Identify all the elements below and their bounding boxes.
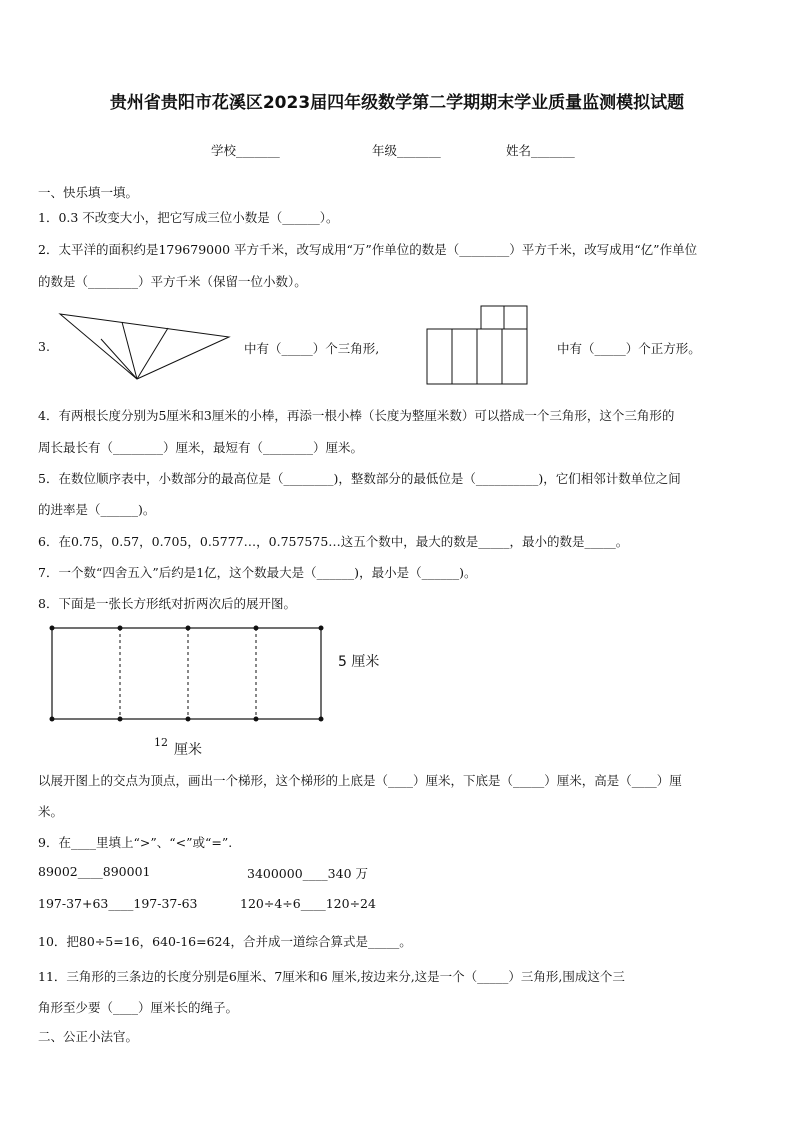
question-2-line-2: 的数是（________）平方千米（保留一位小数）。 (38, 274, 307, 289)
question-10: 10．把80÷5=16，640-16=624，合并成一道综合算式是_____。 (38, 934, 412, 949)
question-8-intro: 8．下面是一张长方形纸对折两次后的展开图。 (38, 596, 296, 611)
question-4-line-2: 周长最长有（________）厘米，最短有（________）厘米。 (38, 440, 364, 455)
grade-field: 年级_______ (372, 143, 441, 158)
question-3-number: 3. (38, 339, 50, 354)
width-number: 12 (154, 736, 168, 749)
question-9-intro: 9．在____里填上“>”、“<”或“=”. (38, 835, 233, 850)
question-2-line-1: 2．太平洋的面积约是179679000 平方千米，改写成用“万”作单位的数是（________）平方千米，改写成用“亿”作单位 (38, 242, 698, 257)
school-field: 学校_______ (211, 143, 280, 158)
question-6: 6．在0.75，0.57，0.705，0.5777…，0.757575…这五个数中，最大的数是_____，最小的数是_____。 (38, 534, 629, 549)
section-1-heading: 一、快乐填一填。 (38, 185, 139, 200)
question-11-line-2: 角形至少要（____）厘米长的绳子。 (38, 1000, 239, 1015)
question-9-row-1-right: 3400000____340 万 (247, 866, 369, 881)
section-2-heading: 二、公正小法官。 (38, 1029, 139, 1044)
question-4-line-1: 4．有两根长度分别为5厘米和3厘米的小棒，再添一根小棒（长度为整厘米数）可以搭成一个三角形，这个三角形的 (38, 408, 675, 423)
question-9-row-2-right: 120÷4÷6____120÷24 (240, 896, 376, 911)
page-title: 贵州省贵阳市花溪区2023届四年级数学第二学期期末学业质量监测模拟试题 (109, 93, 685, 113)
question-1: 1．0.3 不改变大小，把它写成三位小数是（______）。 (38, 210, 339, 225)
question-3-text-a: 中有（_____）个三角形, (244, 341, 380, 356)
question-5-line-2: 的进率是（______)。 (38, 502, 156, 517)
question-7: 7．一个数“四舍五入”后约是1亿，这个数最大是（______)，最小是（______)。 (38, 565, 477, 580)
name-field: 姓名_______ (506, 143, 575, 158)
question-3-text-b: 中有（_____）个正方形。 (557, 341, 701, 356)
question-8-text-line-2: 米。 (38, 804, 64, 819)
question-8-text-line-1: 以展开图上的交点为顶点，画出一个梯形，这个梯形的上底是（____）厘米，下底是（_____）厘米，高是（____）厘 (38, 773, 682, 788)
question-9-row-2-left: 197-37+63____197-37-63 (38, 896, 198, 911)
question-5-line-1: 5．在数位顺序表中，小数部分的最高位是（________)，整数部分的最低位是（__________)，它们相邻计数单位之间 (38, 471, 681, 486)
height-label: 5 厘米 (338, 654, 380, 670)
question-9-row-1-left: 89002____890001 (38, 864, 151, 879)
width-unit: 厘米 (174, 742, 202, 758)
question-11-line-1: 11．三角形的三条边的长度分别是6厘米、7厘米和6 厘米,按边来分,这是一个（_____）三角形,围成这个三 (38, 969, 625, 984)
